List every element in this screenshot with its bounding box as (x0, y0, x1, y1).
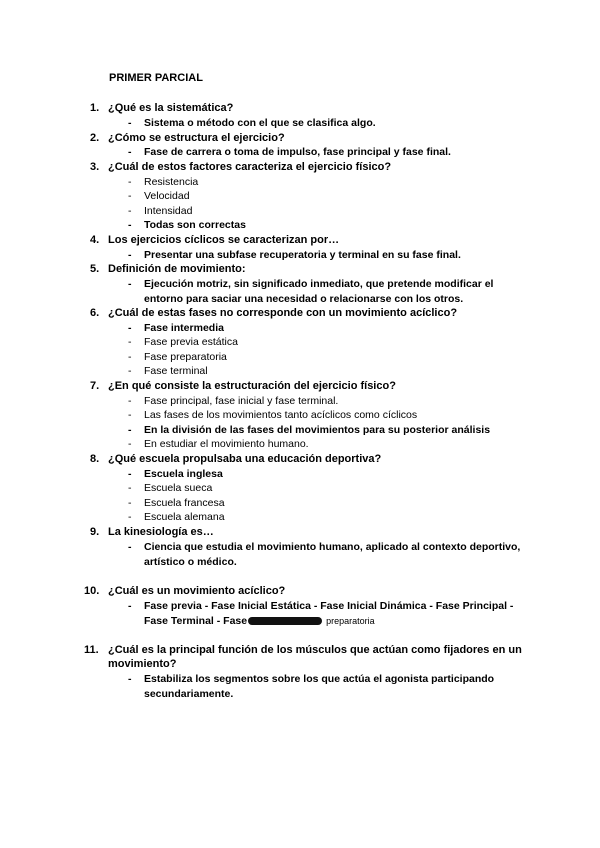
question-1 (90, 101, 530, 115)
question-11: 11. ¿Cuál es la principal función de los músculos que actúan como fijadores en un movimiento? (84, 644, 522, 670)
question-9: 9. La kinesiología es… (90, 526, 214, 538)
redaction-mark (248, 617, 322, 625)
question-4: 4. Los ejercicios cíclicos se caracterizan por… (90, 234, 340, 246)
question-10: 10. ¿Cuál es un movimiento acíclico? (84, 585, 286, 597)
question-number: 1. (90, 102, 100, 114)
question-8: 8. ¿Qué escuela propulsaba una educación deportiva? (90, 453, 382, 465)
question-6: 6. ¿Cuál de estas fases no corresponde con un movimiento acíclico? (90, 307, 458, 319)
page-title: PRIMER PARCIAL (109, 72, 203, 84)
question-7: 7. ¿En qué consiste la estructuración del ejercicio físico? (90, 380, 396, 392)
question-text: ¿Qué es la sistemática? (108, 102, 234, 114)
handwritten-note: preparatoria (326, 615, 375, 626)
question-5: 5. Definición de movimiento: (90, 263, 246, 275)
question-2: 2. ¿Cómo se estructura el ejercicio? (90, 132, 285, 144)
document-page: PRIMER PARCIAL 1. ¿Qué es la sistemática? - Sistema o método con el que se clasifica algo. 2. ¿Cómo se estructura el ejercicio? - Fase de carrera o toma de impulso, fase principal y fase final. 3. ¿Cuál de estos factores caracteriza el ejercicio físico? - Resistencia - Velocidad - Intensidad - Todas son correctas 4. Los ejercicios cíclicos se caracterizan por… - Presentar una subfase recuperatoria y terminal en su fase final. 5. Definición de movimiento: - Ejecución motriz, sin significado inmediato, que pretende modificar el entorno para saciar una necesidad o relacionarse con los otros. 6. ¿Cuál de estas fases no corresponde con un movimiento acíclico? - Fase intermedia - Fase previa estática - Fase preparatoria - Fase terminal 7. ¿En qué consiste la estructuración del ejercicio físico? - Fase principal, fase inicial y fase terminal. - Las fases de los movimientos tanto acíclicos como cíclicos - En la división de las fases del movimientos para su posterior análisis - En estudiar el movimiento humano. 8. ¿Qué escuela propulsaba una educación deportiva? - Escuela inglesa - Escuela sueca - Escuela francesa - Escuela alemana 9. La kinesiología es… - Ciencia que estudia el movimiento humano, aplicado al contexto deportivo, artístico o médico. 10. ¿Cuál es un movimiento acíclico? - Fase previa - Fase Inicial Estática - Fase Inicial Dinámica - Fase Principal - Fase Terminal - Fase preparatoria 11. ¿Cuál es la principal función de los músculos que actúan como fijadores en un movimiento? - Estabiliza los segmentos sobre los que actúa el agonista participando secundariamente. (0, 0, 600, 848)
question-3: 3. ¿Cuál de estos factores caracteriza el ejercicio físico? (90, 161, 392, 173)
